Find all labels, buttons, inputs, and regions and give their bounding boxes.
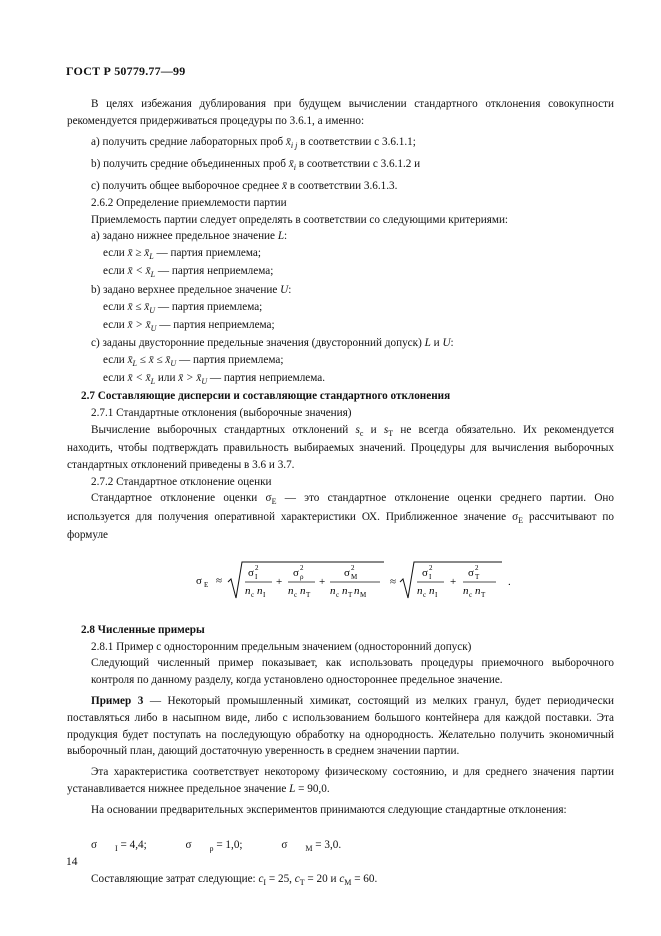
symbol: σ (185, 838, 192, 851)
section-heading: 2.7 Составляющие дисперсии и составляющие стандартного отклонения (81, 390, 451, 403)
term2-sup: 2 (300, 563, 304, 572)
term2-den-sub2: T (306, 590, 311, 599)
rt2-den-sub: c (469, 590, 473, 599)
relation: x̄ ≥ x̄ (127, 247, 150, 260)
term3-sup: 2 (351, 563, 355, 572)
verdict: — партия приемлема; (157, 300, 263, 313)
verdict: — партия приемлема; (156, 247, 261, 260)
symbol: c (294, 872, 300, 885)
term1-den-sub2: I (263, 590, 266, 599)
formula-approx: ≈ (216, 574, 223, 587)
term3-den-sub: c (336, 590, 340, 599)
value: = 1,0; (216, 838, 243, 851)
symbol: c (258, 872, 264, 885)
criterion-b1 (103, 299, 614, 317)
symbol: U (280, 283, 289, 296)
formula-graphic (91, 558, 614, 604)
or-word: или (157, 372, 176, 385)
subscript: L (149, 252, 154, 262)
list-b-ref: в соответствии с 3.6.1.2 и (298, 157, 421, 170)
symbol: L (424, 336, 431, 349)
rt1-den-n: n (417, 584, 423, 597)
and-word: и (433, 336, 440, 349)
section-heading: 2.8 Численные примеры (81, 623, 205, 636)
subscript: L (150, 270, 156, 280)
rt1-sub: I (429, 572, 432, 581)
subscript: M (344, 877, 352, 887)
para-text: Вычисление выборочных стандартных отклонений (91, 423, 349, 436)
subscript: I (115, 843, 118, 853)
subscript: E (518, 515, 524, 525)
term3-den-sub3: M (360, 590, 367, 599)
rt2-sup: 2 (475, 563, 479, 572)
term3-den-sub2: T (348, 590, 353, 599)
symbol: σ (281, 838, 288, 851)
term3-num: σ (344, 566, 350, 579)
verdict: — партия приемлема; (178, 353, 284, 366)
subsection-title: 2.8.1 Пример с односторонним предельным значением (односторонний допуск) (91, 640, 472, 653)
term1-den-n: n (245, 584, 251, 597)
term2-den-n2: n (300, 584, 306, 597)
plus: + (276, 575, 283, 588)
rt1-num: σ (422, 566, 428, 579)
term2-den-sub: c (294, 590, 298, 599)
value: = 90,0. (298, 782, 330, 795)
subscript: E (271, 497, 277, 507)
term2-num: σ (293, 566, 299, 579)
list-a-text: а) получить средние лабораторных проб (91, 135, 284, 148)
symbol: U (442, 336, 451, 349)
if-word: если (103, 265, 125, 278)
and-word: и (330, 872, 337, 885)
list-b-text: b) получить средние объединенных проб (91, 157, 286, 170)
criterion-b-head: b) задано верхнее предельное значение U: (91, 283, 292, 296)
sigma-1 (91, 839, 165, 851)
rt2-sub: T (475, 572, 480, 581)
term3-den-n2: n (342, 584, 348, 597)
term2-sub: ρ (300, 572, 304, 581)
list-a-ref: в соответствии с 3.6.1.1; (300, 135, 416, 148)
section-paragraph (67, 490, 614, 543)
symbol: x̄ (285, 135, 291, 148)
subscript: T (299, 877, 305, 887)
symbol: s (383, 423, 389, 436)
page-number: 14 (66, 856, 78, 868)
example-paragraph (67, 693, 614, 760)
plus: + (319, 575, 326, 588)
formula-sigma-e (91, 558, 614, 602)
subscript: U (149, 305, 156, 315)
criterion-a2 (103, 263, 614, 281)
approx-equals: ≈ (390, 575, 397, 588)
relation: x̄ (127, 353, 133, 366)
term2-den-n: n (288, 584, 294, 597)
section-paragraph: На основании предварительных экспериментов принимаются следующие стандартные отклонения: (91, 803, 567, 816)
value: = 3,0. (315, 838, 342, 851)
rt2-den-n: n (463, 584, 469, 597)
term1-sub: I (255, 572, 258, 581)
para-text: Составляющие затрат следующие: (91, 872, 256, 885)
formula-lhs: σ (196, 574, 202, 587)
list-item-a (91, 134, 614, 152)
subsection-title: 2.7.2 Стандартное отклонение оценки (91, 475, 272, 488)
criterion-c2 (103, 370, 614, 388)
sigma-2 (186, 839, 261, 851)
relation: x̄ ≤ x̄ (127, 300, 150, 313)
value: = 60. (354, 872, 378, 885)
section-paragraph: Приемлемость партии следует определять в соответствии со следующими критериями: (91, 213, 509, 226)
subscript: с (359, 429, 364, 439)
relation: x̄ > x̄ (127, 318, 151, 331)
intro-paragraph: В целях избежания дублирования при будущем вычислении стандартного отклонения совокупности рекомендуется придерживаться процедуры по 3.6.1, а именно: (67, 98, 614, 127)
verdict: — партия неприемлема; (159, 318, 275, 331)
list-item-b (91, 156, 614, 174)
para-text: Эта характеристика соответствует некоторому физическому состоянию, и для среднего значения партии устанавливается нижнее предельное значение (67, 766, 614, 795)
list-item-c (91, 178, 614, 195)
term3-den-n: n (330, 584, 336, 597)
rt1-den-n2: n (429, 584, 435, 597)
section-title: 2.6.2 Определение приемлемости партии (91, 196, 287, 209)
rt1-sup: 2 (429, 563, 433, 572)
symbol: c (339, 872, 345, 885)
if-word: если (103, 318, 125, 331)
rt2-den-n2: n (475, 584, 481, 597)
costs-paragraph (91, 871, 614, 889)
section-paragraph (67, 764, 614, 798)
subscript: I (263, 877, 267, 887)
subscript: i j (290, 140, 298, 150)
subscript: ρ (209, 843, 214, 853)
plus: + (450, 575, 457, 588)
term3-den-n3: n (354, 584, 360, 597)
criterion-a1 (103, 245, 614, 263)
subscript: L (150, 377, 156, 387)
rt2-num: σ (468, 566, 474, 579)
relation: ≤ x̄ ≤ x̄ (139, 353, 171, 366)
criterion-text: с) заданы двусторонние предельные значения (двусторонний допуск) (91, 336, 422, 349)
subscript: T (388, 429, 394, 439)
para-text: не всегда обязательно. Их рекомендуется находить, чтобы подтверждать правильность выбираемых значений. Процедуры для вычисления выборочных стандартных отклонений приведены в 3.6 и 3.7. (67, 423, 615, 471)
value: = 20 (307, 872, 328, 885)
criterion-text: b) задано верхнее предельное значение (91, 283, 278, 296)
criterion-c1 (103, 352, 614, 370)
term1-den-sub: c (251, 590, 255, 599)
subscript: M (305, 843, 313, 853)
example-label: Пример 3 (91, 694, 144, 707)
term1-sup: 2 (255, 563, 259, 572)
symbol: σ (91, 838, 98, 851)
para-text: — это стандартное отклонение оценки среднего партии. Оно используется для получения оперативной характеристики ОХ. Приближенное значение σ (67, 492, 614, 523)
symbol: L (277, 230, 285, 243)
verdict: — партия неприемлема. (209, 372, 326, 385)
para-text: Стандартное отклонение оценки σ (91, 492, 272, 505)
subsection-title: 2.7.1 Стандартные отклонения (выборочные значения) (91, 407, 352, 420)
criterion-c-head: с) заданы двусторонние предельные значения (двусторонний допуск) L и U: (91, 336, 454, 349)
if-word: если (103, 372, 125, 385)
section-paragraph: Следующий численный пример показывает, как использовать процедуры приемочного выборочного контроля по данному разделу, когда установлено одностороннее предельное значение. (91, 657, 614, 687)
if-word: если (103, 353, 125, 366)
example-text: — Некоторый промышленный химикат, состоящий из мелких гранул, будет периодически поставляться либо в насыпном виде, либо с использованием большого контейнера для каждой поставки. Эта продукция будет поступать на последующую обработку на однородность. Желательно получить экономичный выборочный план, дающий достаточную уверенность в среднем значении партии. (67, 694, 614, 758)
list-c-ref: в соответствии 3.6.1.3. (289, 180, 398, 193)
rt2-den-sub2: T (481, 590, 486, 599)
criterion-b2 (103, 317, 614, 335)
verdict: — партия неприемлема; (157, 265, 274, 278)
symbol: x̄ (282, 180, 287, 193)
value: = 25, (268, 872, 292, 885)
subscript: U (170, 359, 177, 369)
and-word: и (370, 423, 377, 436)
symbol: x̄ (288, 157, 294, 170)
symbol: L (289, 782, 296, 795)
if-word: если (103, 300, 125, 313)
document-header: ГОСТ Р 50779.77—99 (66, 64, 186, 78)
term3-sub: M (351, 572, 358, 581)
section-paragraph (67, 422, 614, 474)
criterion-text: а) задано нижнее предельное значение (91, 230, 276, 243)
sigma-values (91, 837, 614, 855)
subscript: U (150, 323, 157, 333)
relation: x̄ < x̄ (127, 265, 151, 278)
criterion-a-head: а) задано нижнее предельное значение L: (91, 230, 288, 243)
term1-den-n2: n (257, 584, 263, 597)
subscript: i (293, 163, 296, 173)
value: = 4,4; (120, 838, 147, 851)
para-text: рассчитывают по формуле (67, 510, 615, 541)
if-word: если (103, 247, 125, 260)
rt1-den-sub2: I (435, 590, 438, 599)
rt1-den-sub: c (423, 590, 427, 599)
term1-num: σ (248, 566, 254, 579)
list-c-text: с) получить общее выборочное среднее (91, 180, 280, 193)
formula-lhs-sub: E (204, 580, 209, 589)
sigma-3 (281, 839, 359, 851)
subscript: U (201, 377, 208, 387)
symbol: s (355, 423, 360, 436)
relation: x̄ > x̄ (178, 372, 202, 385)
subscript: L (132, 359, 137, 369)
relation: x̄ < x̄ (127, 372, 151, 385)
formula-end: . (508, 575, 511, 588)
